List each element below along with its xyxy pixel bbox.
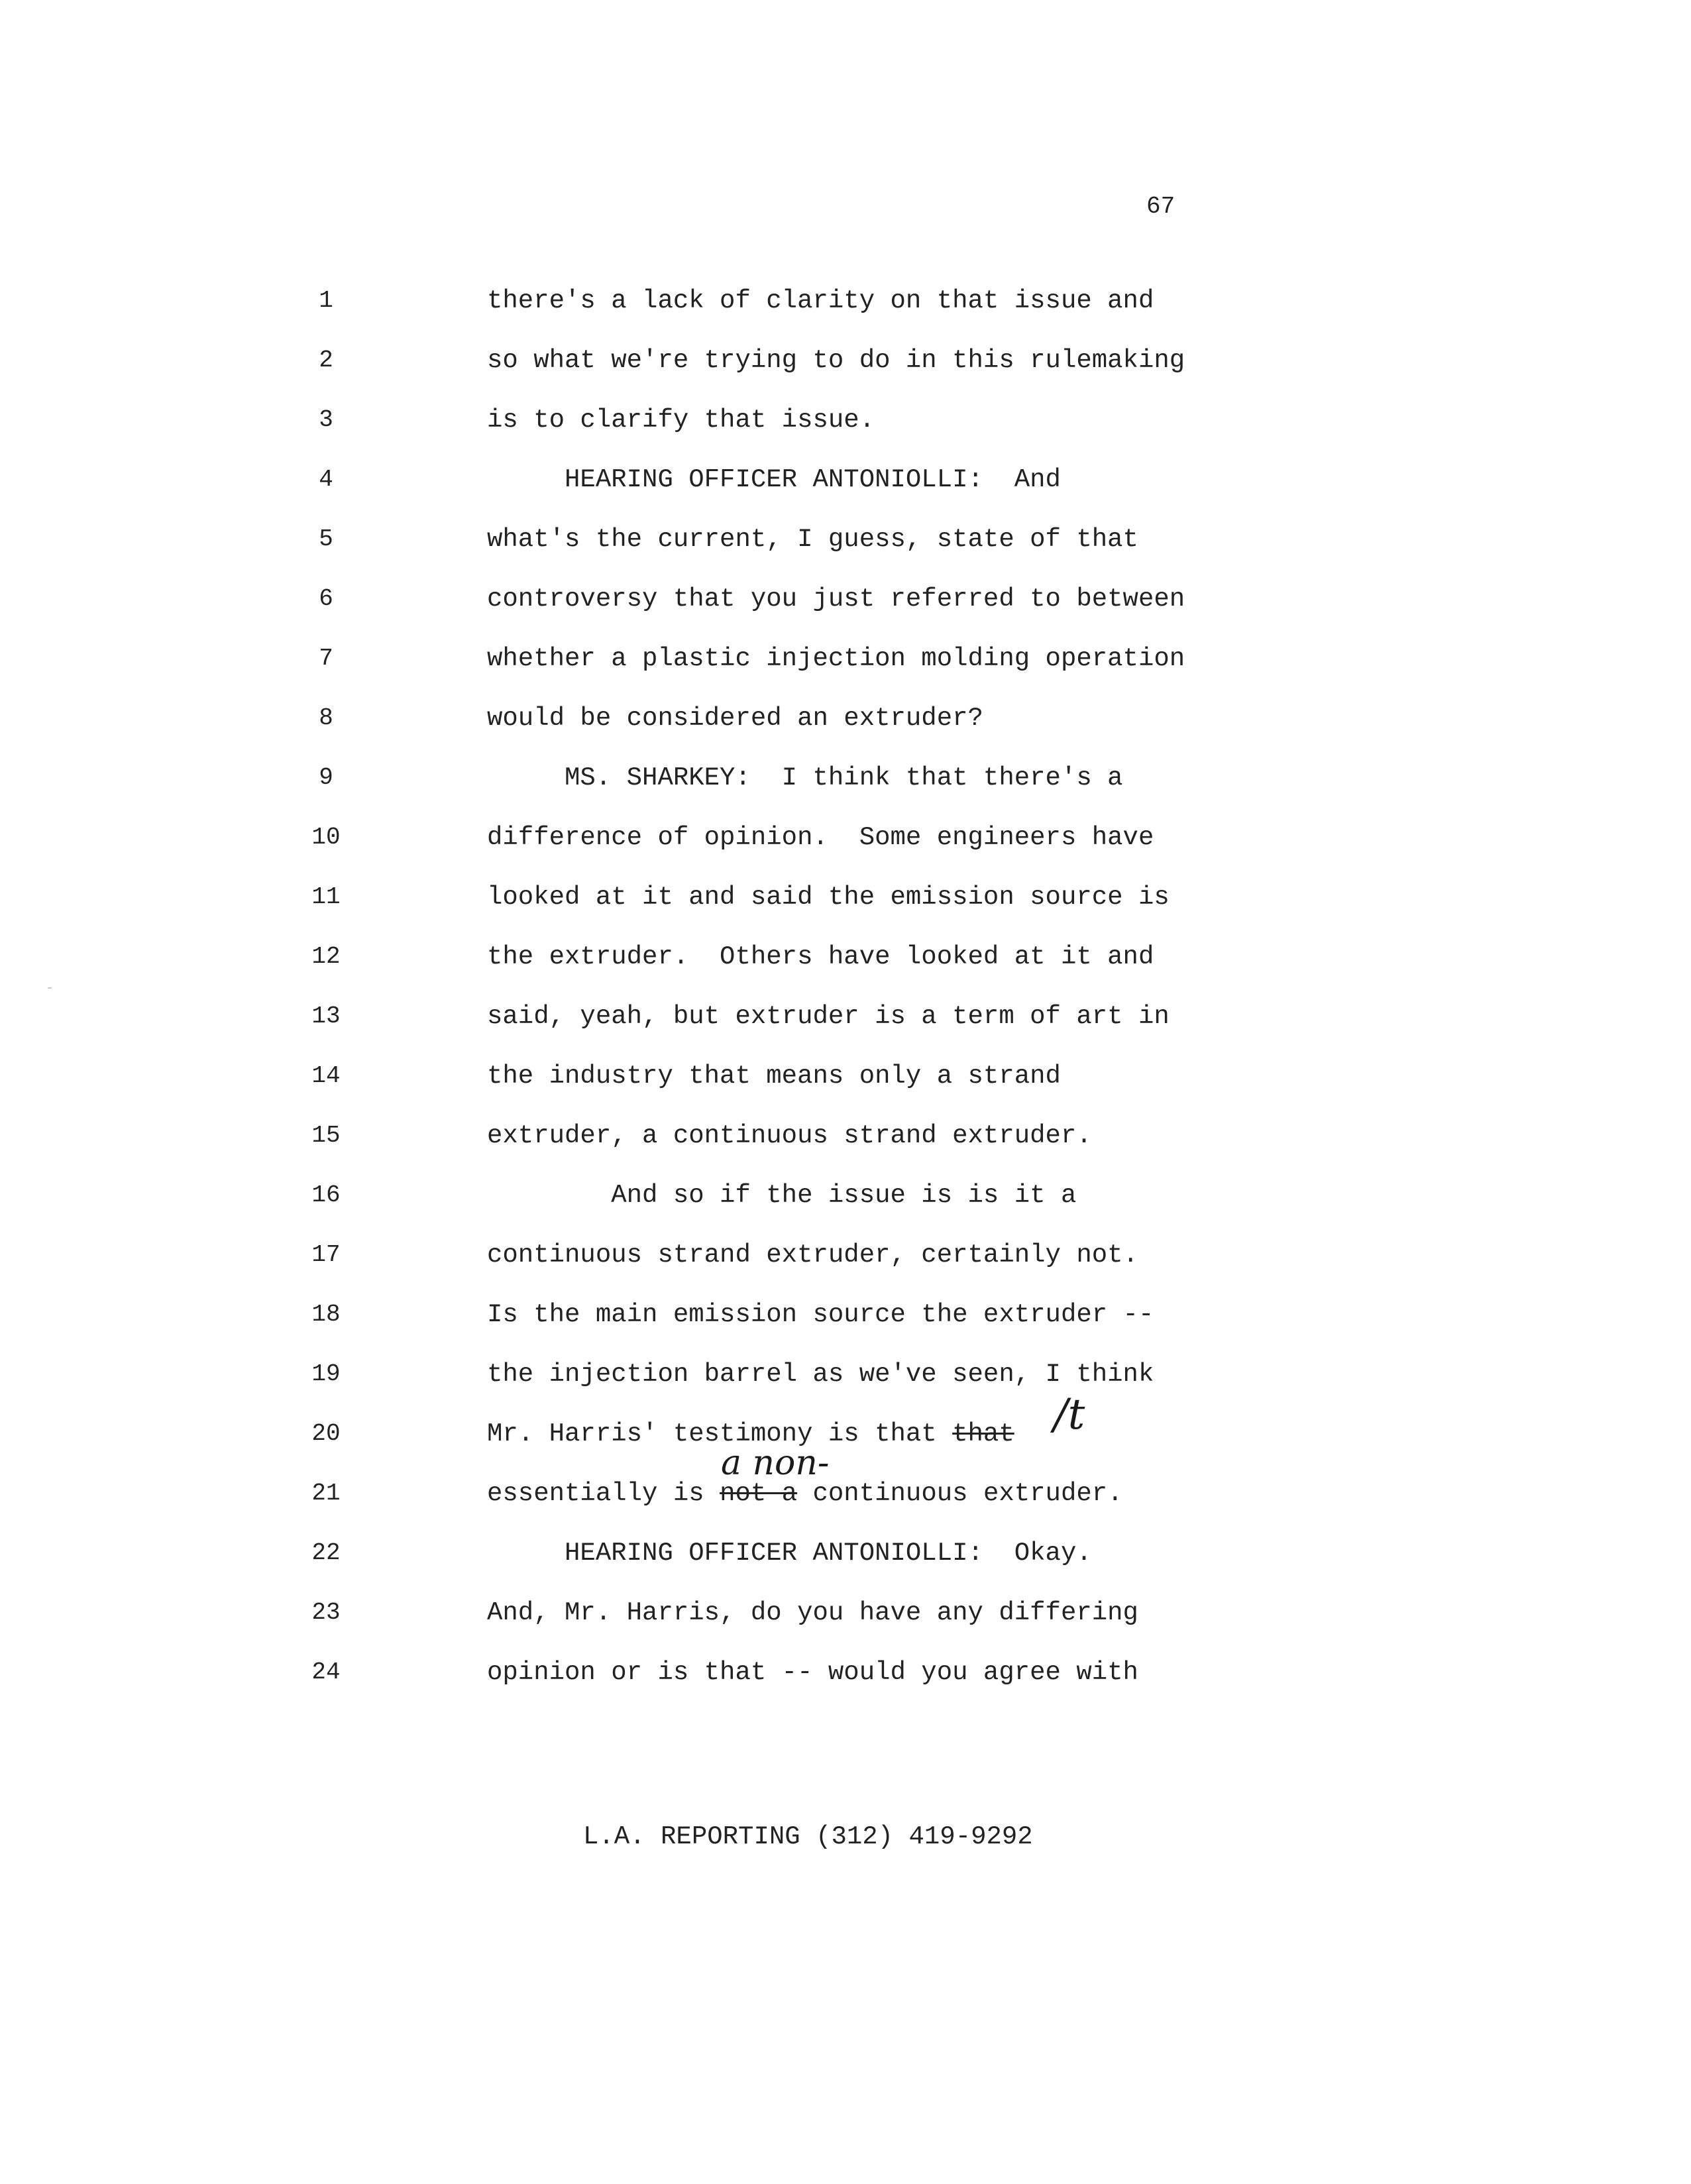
line-number: 1 (319, 287, 333, 314)
transcript-line: said, yeah, but extruder is a term of art in (487, 1002, 1170, 1031)
transcript-line: looked at it and said the emission source is (487, 883, 1170, 912)
transcript-line: the extruder. Others have looked at it and (487, 942, 1154, 971)
line-number: 17 (311, 1241, 341, 1268)
line-number: 2 (319, 347, 333, 374)
handwritten-correction: a non- (721, 1443, 830, 1483)
line-number: 6 (319, 585, 333, 612)
transcript-line: extruder, a continuous strand extruder. (487, 1121, 1092, 1150)
transcript-line: Is the main emission source the extruder -- (487, 1300, 1154, 1329)
transcript-line: whether a plastic injection molding operation (487, 644, 1185, 673)
line-number: 18 (311, 1301, 341, 1328)
line-number: 19 (311, 1360, 341, 1388)
transcript-line: is to clarify that issue. (487, 406, 875, 435)
struck-text: that (952, 1419, 1014, 1448)
transcript-line: HEARING OFFICER ANTONIOLLI: And (487, 465, 1061, 494)
line-number: 21 (311, 1480, 341, 1507)
transcript-line: the injection barrel as we've seen, I think (487, 1360, 1154, 1389)
line-number: 9 (319, 764, 333, 791)
transcript-line: And so if the issue is is it a (487, 1181, 1077, 1210)
transcript-line: controversy that you just referred to between (487, 584, 1185, 614)
line-text-before: Mr. Harris' testimony is that (487, 1419, 953, 1448)
line-text-after: continuous extruder. (797, 1479, 1123, 1508)
line-number: 23 (311, 1599, 341, 1626)
transcript-line: HEARING OFFICER ANTONIOLLI: Okay. (487, 1539, 1092, 1568)
line-number: 16 (311, 1181, 341, 1209)
transcript-line: MS. SHARKEY: I think that there's a (487, 763, 1123, 792)
struck-text: not a (720, 1479, 798, 1508)
transcript-line: there's a lack of clarity on that issue and (487, 286, 1154, 315)
transcript-line: And, Mr. Harris, do you have any differing (487, 1598, 1138, 1627)
line-number: 3 (319, 406, 333, 433)
page-number: 67 (1146, 193, 1175, 220)
line-number: 15 (311, 1122, 341, 1149)
transcript-line: would be considered an extruder? (487, 704, 983, 733)
line-number: 14 (311, 1062, 341, 1089)
handwritten-correction: /t (1054, 1390, 1085, 1439)
transcript-line: so what we're trying to do in this rulemaking (487, 346, 1185, 375)
line-number: 7 (319, 645, 333, 672)
transcript-line: opinion or is that -- would you agree with (487, 1658, 1138, 1687)
transcript-line: what's the current, I guess, state of that (487, 525, 1138, 554)
line-number: 11 (311, 883, 341, 910)
transcript-line: continuous strand extruder, certainly not. (487, 1240, 1138, 1270)
line-number: 8 (319, 704, 333, 732)
footer-text: L.A. REPORTING (312) 419-9292 (583, 1822, 1033, 1851)
line-number: 24 (311, 1659, 341, 1686)
line-number: 12 (311, 943, 341, 970)
line-number: 22 (311, 1539, 341, 1566)
line-number: 4 (319, 466, 333, 493)
line-number: 20 (311, 1420, 341, 1447)
line-number: 10 (311, 824, 341, 851)
transcript-line: the industry that means only a strand (487, 1062, 1061, 1091)
line-number: 5 (319, 525, 333, 553)
line-number: 13 (311, 1003, 341, 1030)
scan-artifact (48, 987, 52, 989)
line-text-before: essentially is (487, 1479, 720, 1508)
transcript-line: difference of opinion. Some engineers have (487, 823, 1154, 852)
transcript-line (487, 1479, 1123, 1508)
